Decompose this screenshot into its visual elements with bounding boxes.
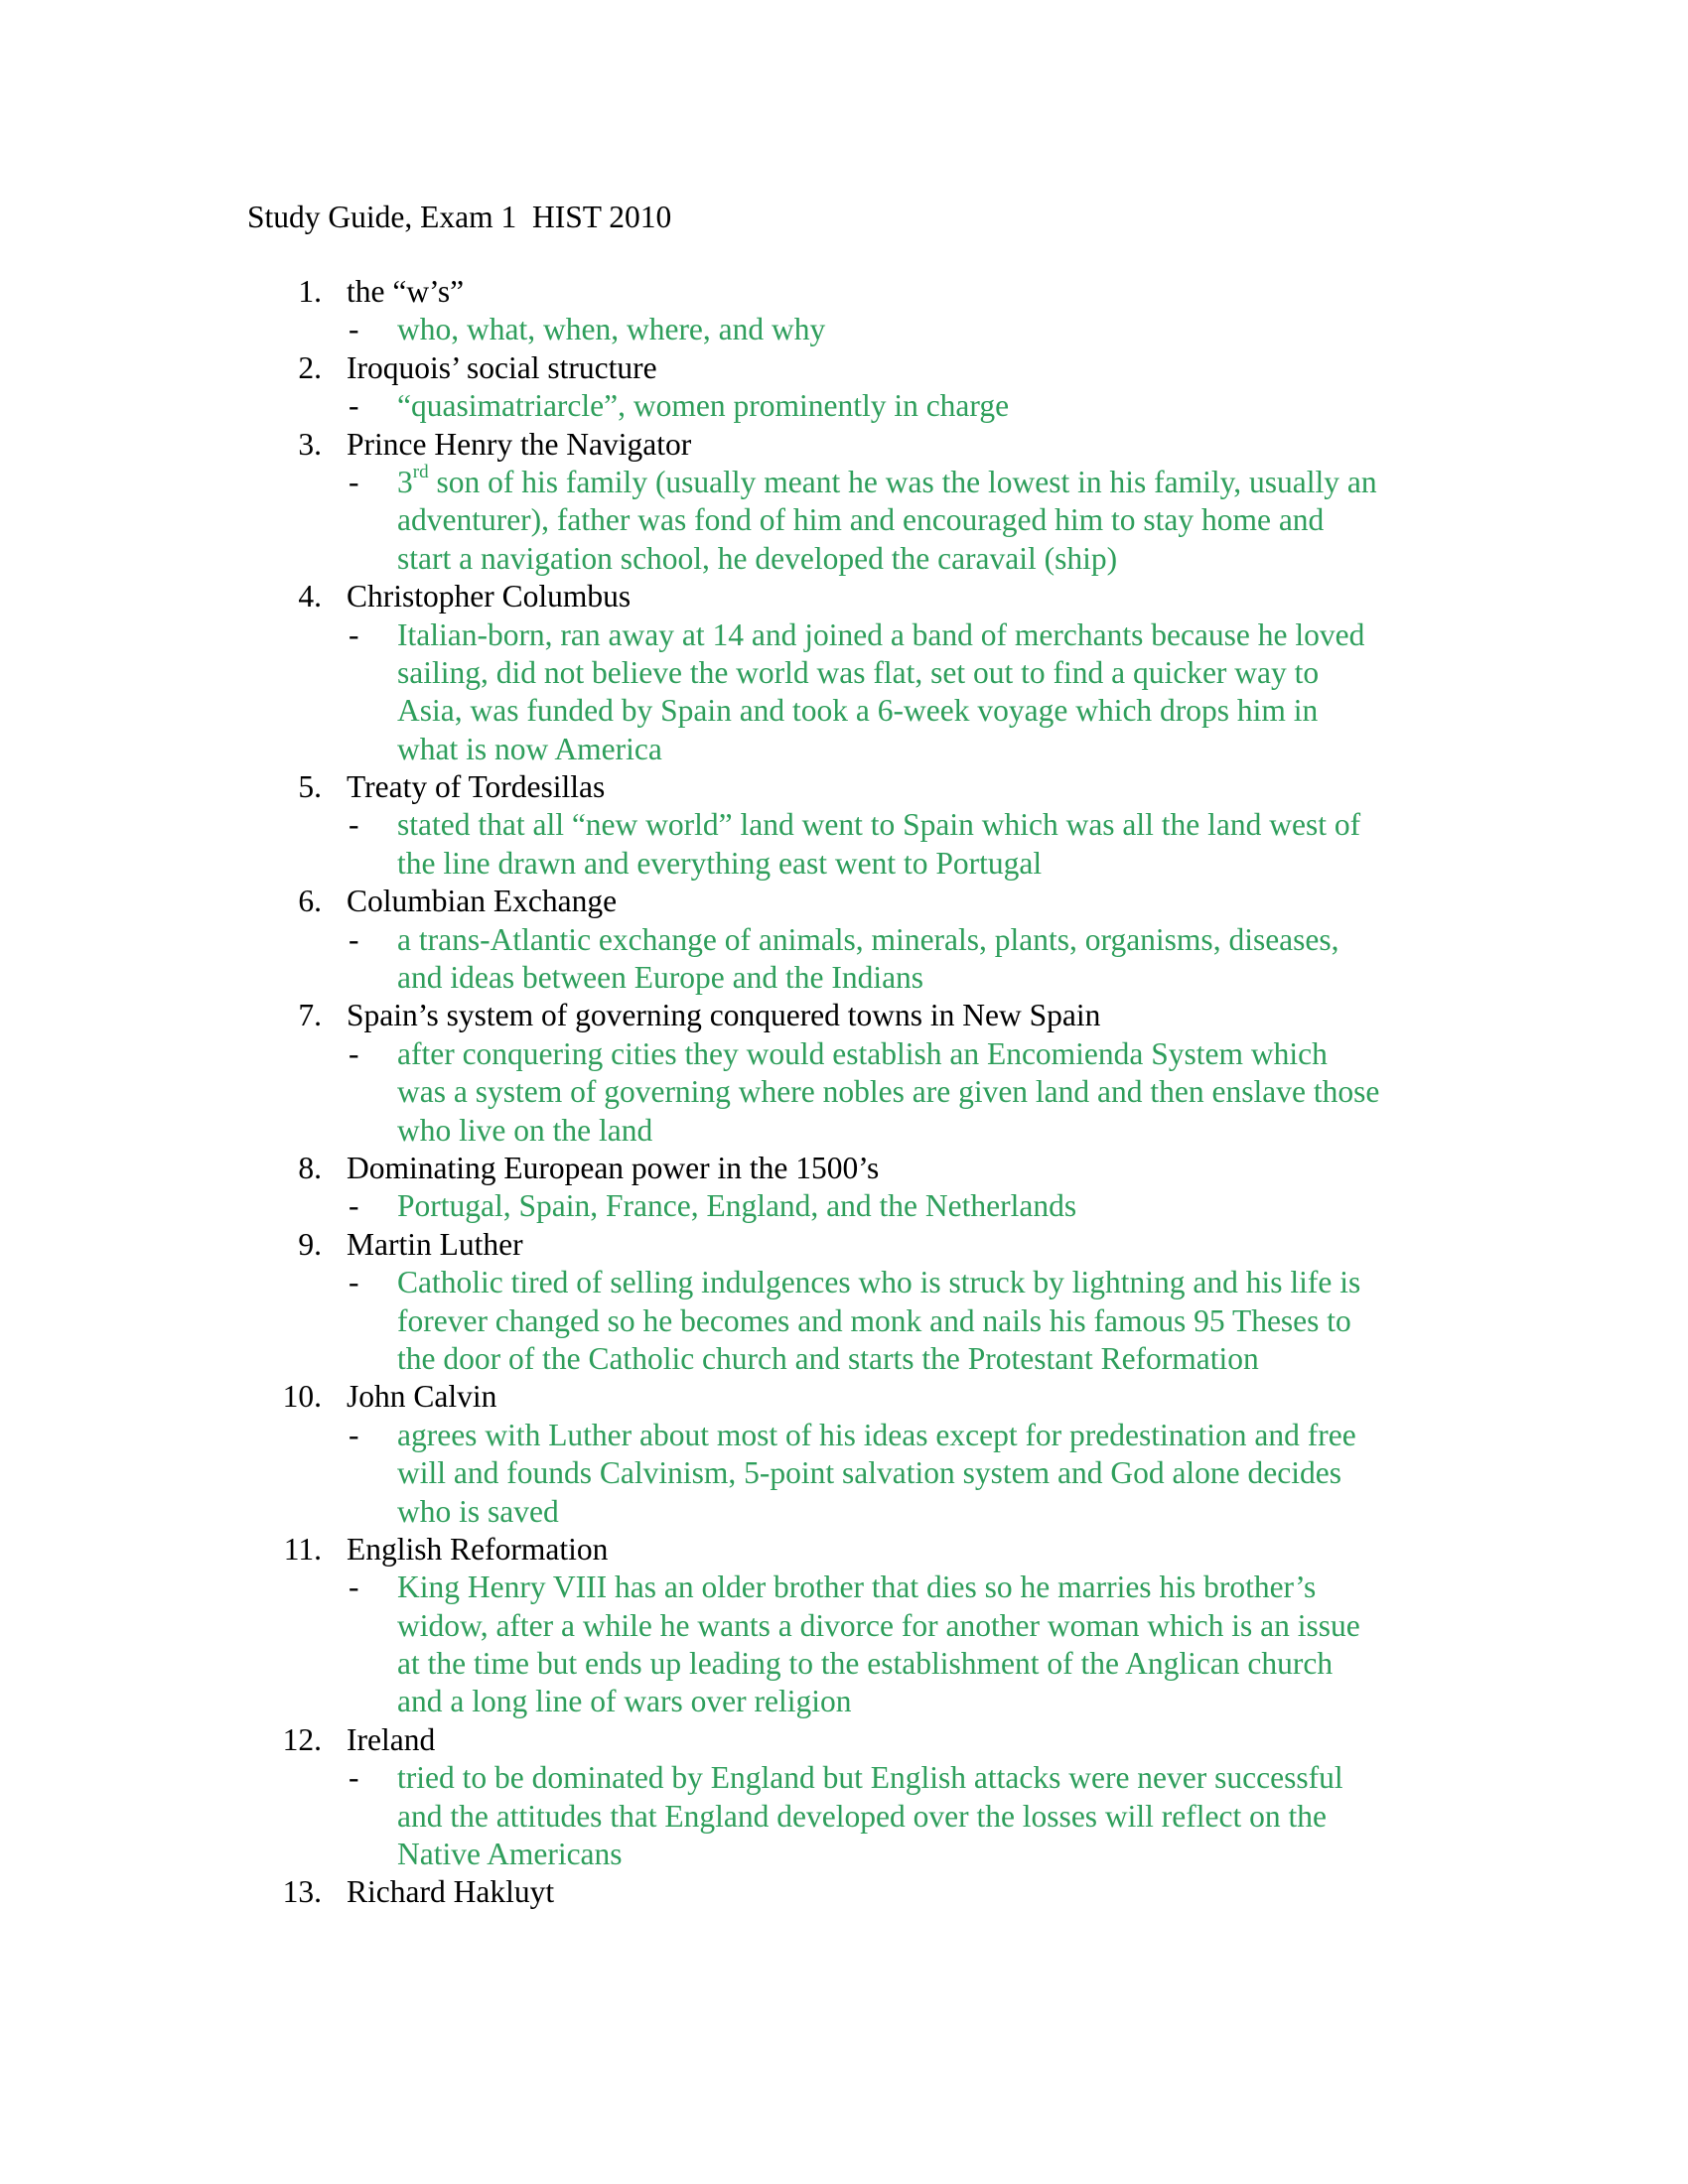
bullet-dash: -: [349, 807, 359, 843]
item-heading: [0, 1531, 1688, 1569]
item-answer-text: [397, 387, 1440, 425]
bullet-dash: -: [349, 388, 359, 424]
item-answer-text: [397, 1035, 1440, 1150]
document-title: Study Guide, Exam 1 HIST 2010: [247, 200, 672, 234]
item-number: 8.: [298, 1150, 322, 1185]
item-answer-text: [397, 1569, 1440, 1721]
answer-line: who live on the land: [397, 1112, 653, 1148]
answer-line: Asia, was funded by Spain and took a 6-week voyage which drops him in: [397, 693, 1319, 729]
item-heading: [0, 1226, 1688, 1264]
bullet-dash: -: [349, 921, 359, 957]
bullet-dash: -: [349, 1265, 359, 1300]
item-answer-text: [397, 1417, 1440, 1531]
list-item: [0, 768, 1688, 883]
item-heading: [0, 426, 1688, 464]
answer-line: who is saved: [397, 1493, 559, 1529]
item-answer: [0, 616, 1688, 769]
answer-line: adventurer), father was fond of him and encouraged him to stay home and: [397, 502, 1325, 538]
item-number: 12.: [282, 1721, 322, 1757]
item-heading: [0, 1873, 1688, 1911]
item-answer-text: [397, 1759, 1440, 1873]
bullet-dash: -: [349, 312, 359, 347]
list-item: [0, 1226, 1688, 1379]
answer-line: forever changed so he becomes and monk and nails his famous 95 Theses to: [397, 1302, 1351, 1338]
answer-line: tried to be dominated by England but English attacks were never successful: [397, 1760, 1343, 1796]
answer-line: Native Americans: [397, 1837, 623, 1872]
answer-line: after conquering cities they would establish an Encomienda System which: [397, 1035, 1328, 1071]
bullet-dash: -: [349, 1417, 359, 1452]
list-item: [0, 578, 1688, 768]
list-item: [0, 426, 1688, 579]
item-answer: [0, 464, 1688, 578]
item-heading-text: Martin Luther: [347, 1226, 523, 1262]
answer-line: Portugal, Spain, France, England, and the Netherlands: [397, 1188, 1077, 1224]
answer-line: who, what, when, where, and why: [397, 312, 826, 347]
item-heading-text: Treaty of Tordesillas: [347, 769, 606, 805]
item-number: 9.: [298, 1226, 322, 1262]
item-heading-text: English Reformation: [347, 1531, 609, 1567]
item-number: 4.: [298, 579, 322, 614]
item-number: 1.: [298, 274, 322, 309]
answer-line: “quasimatriarcle”, women prominently in charge: [397, 388, 1010, 424]
list-item: [0, 273, 1688, 349]
item-number: 11.: [283, 1531, 322, 1567]
item-heading-text: the “w’s”: [347, 274, 465, 309]
item-answer: [0, 387, 1688, 425]
bullet-dash: -: [349, 1035, 359, 1071]
item-heading: [0, 1721, 1688, 1759]
item-heading-text: John Calvin: [347, 1379, 497, 1415]
list-item: [0, 1378, 1688, 1531]
item-answer: [0, 921, 1688, 998]
answer-line: stated that all “new world” land went to Spain which was all the land west of: [397, 807, 1361, 843]
answer-line: will and founds Calvinism, 5-point salvation system and God alone decides: [397, 1455, 1341, 1491]
item-heading-text: Iroquois’ social structure: [347, 349, 657, 385]
answer-line: the line drawn and everything east went to Portugal: [397, 845, 1043, 881]
item-number: 2.: [298, 349, 322, 385]
item-heading: [0, 273, 1688, 311]
answer-line: agrees with Luther about most of his ideas except for predestination and free: [397, 1417, 1356, 1452]
list-item: [0, 1721, 1688, 1874]
item-number: 3.: [298, 426, 322, 462]
answer-line: Italian-born, ran away at 14 and joined a band of merchants because he loved: [397, 616, 1365, 652]
answer-line: [397, 464, 1440, 501]
list-item: [0, 349, 1688, 426]
item-answer: [0, 1759, 1688, 1873]
item-heading-text: Richard Hakluyt: [347, 1874, 555, 1910]
answer-line: the door of the Catholic church and starts the Protestant Reformation: [397, 1340, 1259, 1376]
list-item: [0, 997, 1688, 1150]
item-number: 10.: [282, 1379, 322, 1415]
item-answer: [0, 1569, 1688, 1721]
bullet-dash: -: [349, 616, 359, 652]
answer-line: Catholic tired of selling indulgences who is struck by lightning and his life is: [397, 1265, 1361, 1300]
answer-line: sailing, did not believe the world was flat, set out to find a quicker way to: [397, 654, 1320, 690]
item-heading: [0, 578, 1688, 615]
item-answer: [0, 1417, 1688, 1531]
answer-line: what is now America: [397, 731, 662, 766]
answer-line: and ideas between Europe and the Indians: [397, 960, 924, 996]
item-heading-text: Columbian Exchange: [347, 884, 618, 919]
item-answer: [0, 1035, 1688, 1150]
answer-ordinal-suffix: rd: [412, 462, 429, 483]
item-answer: [0, 1187, 1688, 1225]
answer-line: widow, after a while he wants a divorce for another woman which is an issue: [397, 1607, 1360, 1643]
list-item: [0, 1531, 1688, 1721]
item-answer-text: [397, 1264, 1440, 1378]
item-heading: [0, 997, 1688, 1034]
answer-ordinal-number: 3: [397, 464, 413, 499]
item-heading-text: Ireland: [347, 1721, 436, 1757]
bullet-dash: -: [349, 1188, 359, 1224]
item-heading: [0, 349, 1688, 387]
answer-line-rest: son of his family (usually meant he was the lowest in his family, usually an: [428, 464, 1377, 499]
study-guide-list: [0, 273, 1688, 1912]
item-heading-text: Dominating European power in the 1500’s: [347, 1150, 880, 1185]
list-item: [0, 1873, 1688, 1911]
item-heading: [0, 1150, 1688, 1187]
item-answer: [0, 806, 1688, 883]
answer-line: and the attitudes that England developed over the losses will reflect on the: [397, 1798, 1327, 1834]
answer-line: King Henry VIII has an older brother that dies so he marries his brother’s: [397, 1570, 1317, 1605]
bullet-dash: -: [349, 1570, 359, 1605]
list-item: [0, 883, 1688, 997]
item-answer-text: [397, 311, 1440, 348]
item-number: 6.: [298, 884, 322, 919]
list-item: [0, 1150, 1688, 1226]
answer-line: a trans-Atlantic exchange of animals, minerals, plants, organisms, diseases,: [397, 921, 1339, 957]
item-answer-text: [397, 616, 1440, 769]
item-heading-text: Prince Henry the Navigator: [347, 426, 692, 462]
item-heading: [0, 768, 1688, 806]
item-heading-text: Spain’s system of governing conquered towns in New Spain: [347, 998, 1101, 1033]
answer-line: and a long line of wars over religion: [397, 1684, 852, 1719]
item-heading: [0, 1378, 1688, 1416]
item-heading: [0, 883, 1688, 920]
answer-line: start a navigation school, he developed the caravail (ship): [397, 540, 1118, 576]
item-answer: [0, 1264, 1688, 1378]
item-answer-text: [397, 806, 1440, 883]
item-number: 7.: [298, 998, 322, 1033]
item-answer-text: [397, 464, 1440, 578]
item-heading-text: Christopher Columbus: [347, 579, 632, 614]
item-answer-text: [397, 1187, 1440, 1225]
bullet-dash: -: [349, 464, 359, 499]
item-answer-text: [397, 921, 1440, 998]
answer-line: was a system of governing where nobles are given land and then enslave those: [397, 1074, 1380, 1110]
item-number: 5.: [298, 769, 322, 805]
answer-line: at the time but ends up leading to the establishment of the Anglican church: [397, 1646, 1334, 1682]
item-answer: [0, 311, 1688, 348]
bullet-dash: -: [349, 1760, 359, 1796]
item-number: 13.: [282, 1874, 322, 1910]
